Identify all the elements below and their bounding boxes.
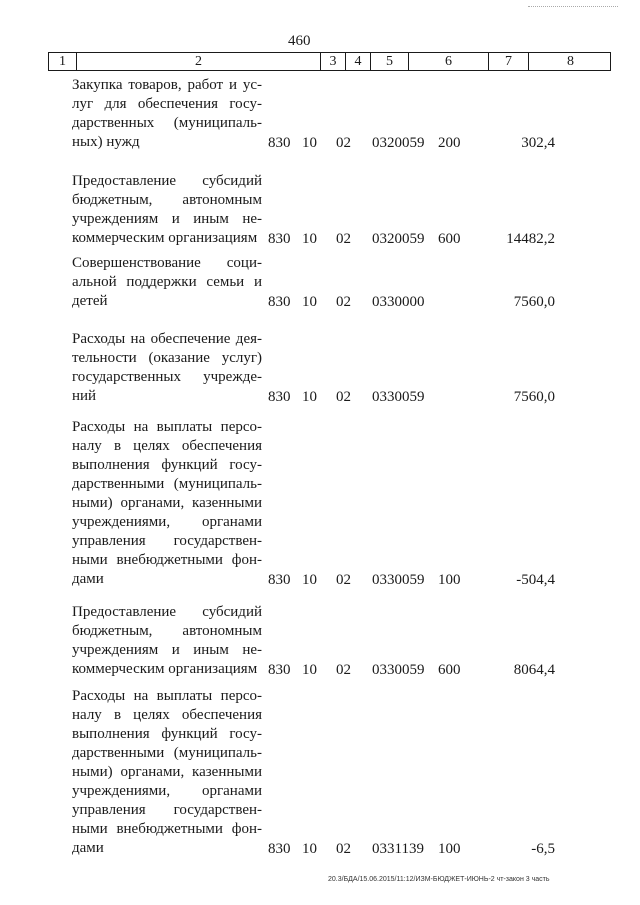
row-description [72,418,262,589]
subsection-code: 02 [336,231,351,247]
section-code: 10 [302,572,317,588]
description-line: учреждениям и иным не- [72,642,262,658]
amount: -6,5 [531,841,555,857]
description-line: учреждениями, органами [72,514,262,530]
column-header-3: 3 [321,53,346,70]
description-line: дарственными (муниципаль- [72,745,262,761]
description-line: коммерческим организациям [72,661,258,677]
column-header-5: 5 [371,53,409,70]
description-line: ными внебюджетными фон- [72,821,262,837]
expense-type-code: 600 [438,662,461,678]
expense-type-code: 100 [438,841,461,857]
ministry-code: 830 [268,294,291,310]
description-line: выполнения функций госу- [72,726,262,742]
section-code: 10 [302,135,317,151]
description-line: дарственных (муниципаль- [72,115,262,131]
description-line: Закупка товаров, работ и ус- [72,77,262,93]
subsection-code: 02 [336,662,351,678]
description-line: ными) органами, казенными [72,764,262,780]
description-line: Расходы на выплаты персо- [72,688,262,704]
amount: 7560,0 [513,389,555,405]
description-line: Предоставление субсидий [72,173,262,189]
description-line: выполнения функций госу- [72,457,262,473]
description-line: коммерческим организациям [72,230,258,246]
ministry-code: 830 [268,389,291,405]
description-line: дарственными (муниципаль- [72,476,262,492]
ministry-code: 830 [268,231,291,247]
target-article-code: 0330059 [372,572,425,588]
row-description [72,330,262,406]
description-line: тельности (оказание услуг) [72,350,262,366]
description-line: государственных учрежде- [72,369,262,385]
description-line: детей [72,293,108,309]
row-description [72,76,262,152]
ministry-code: 830 [268,572,291,588]
amount: 8064,4 [513,662,555,678]
description-line: ний [72,388,97,404]
target-article-code: 0330059 [372,389,425,405]
description-line: налу в целях обеспечения [72,438,262,454]
section-code: 10 [302,841,317,857]
section-code: 10 [302,231,317,247]
expense-type-code: 200 [438,135,461,151]
amount: 14482,2 [506,231,555,247]
column-header-8: 8 [567,54,574,69]
column-header-1: 1 [49,53,77,70]
subsection-code: 02 [336,389,351,405]
page-number: 460 [288,33,311,49]
column-header-row [48,52,611,71]
description-line: учреждениями, органами [72,783,262,799]
description-line: ных) нужд [72,134,140,150]
description-line: Расходы на обеспечение дея- [72,331,262,347]
target-article-code: 0330000 [372,294,425,310]
expense-type-code: 100 [438,572,461,588]
section-code: 10 [302,389,317,405]
description-line: ными) органами, казенными [72,495,262,511]
description-line: альной поддержки семьи и [72,274,262,290]
description-line: дами [72,571,104,587]
target-article-code: 0331139 [372,841,424,857]
target-article-code: 0320059 [372,135,425,151]
target-article-code: 0320059 [372,231,425,247]
ministry-code: 830 [268,662,291,678]
row-description [72,687,262,858]
description-line: Совершенствование соци- [72,255,262,271]
amount: 302,4 [521,135,555,151]
amount: -504,4 [516,572,555,588]
subsection-code: 02 [336,572,351,588]
description-line: Расходы на выплаты персо- [72,419,262,435]
amount: 7560,0 [513,294,555,310]
section-code: 10 [302,294,317,310]
subsection-code: 02 [336,135,351,151]
subsection-code: 02 [336,841,351,857]
document-footer: 20.3/БДА/15.06.2015/11:12/ИЗМ-БЮДЖЕТ-ИЮНЬ-2 чт-закон 3 часть [328,876,550,883]
column-header-2: 2 [77,53,321,70]
row-description [72,603,262,679]
description-line: бюджетным, автономным [72,623,262,639]
description-line: управления государствен- [72,802,262,818]
column-header-4: 4 [346,53,371,70]
description-line: дами [72,840,104,856]
row-description [72,172,262,248]
description-line: ными внебюджетными фон- [72,552,262,568]
scan-mark [528,6,618,9]
column-header-6: 6 [409,53,489,70]
row-description [72,254,262,311]
subsection-code: 02 [336,294,351,310]
expense-type-code: 600 [438,231,461,247]
description-line: луг для обеспечения госу- [72,96,262,112]
ministry-code: 830 [268,841,291,857]
target-article-code: 0330059 [372,662,425,678]
description-line: Предоставление субсидий [72,604,262,620]
description-line: учреждениям и иным не- [72,211,262,227]
description-line: налу в целях обеспечения [72,707,262,723]
description-line: бюджетным, автономным [72,192,262,208]
column-header-7: 7 [489,53,529,70]
ministry-code: 830 [268,135,291,151]
description-line: управления государствен- [72,533,262,549]
section-code: 10 [302,662,317,678]
